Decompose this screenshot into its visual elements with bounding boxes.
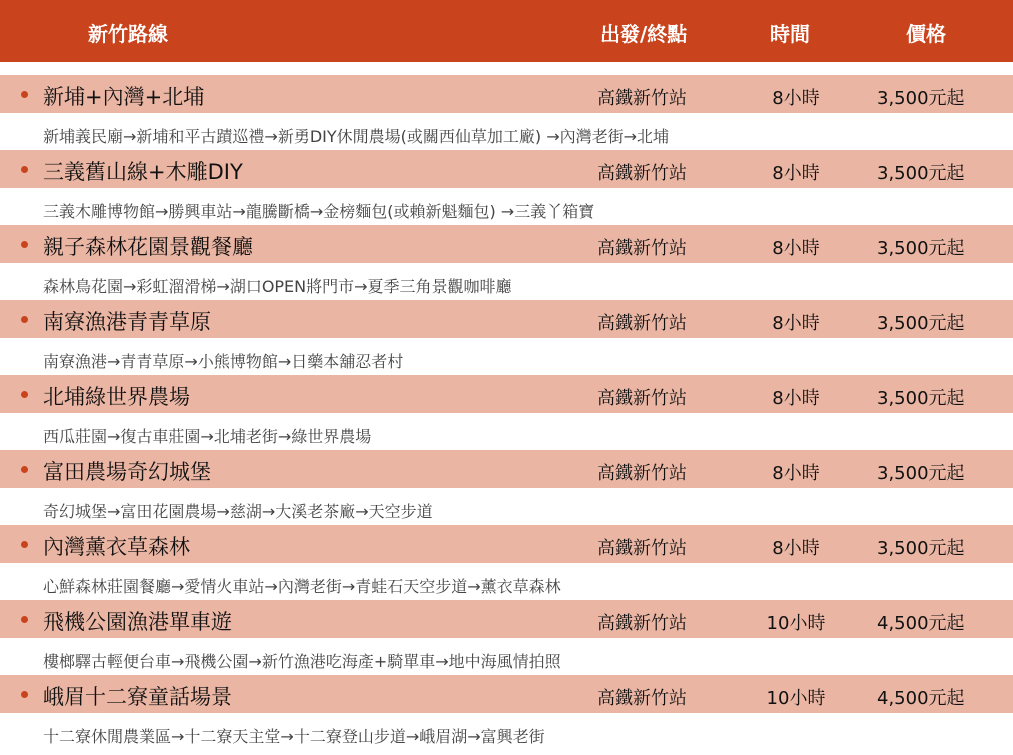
route-description: 森林鳥花園→彩虹溜滑梯→湖口OPEN將門市→夏季三角景觀咖啡廳 [43, 277, 512, 296]
route-name: 三義舊山線+木雕DIY [43, 160, 243, 184]
bullet-icon [21, 691, 28, 698]
route-item[interactable] [0, 150, 1013, 225]
bullet-icon [21, 466, 28, 473]
bullet-icon [21, 391, 28, 398]
bullet-icon [21, 91, 28, 98]
route-item[interactable] [0, 300, 1013, 375]
table-header [0, 0, 1013, 62]
header-price: 價格 [906, 22, 946, 46]
route-name: 富田農場奇幻城堡 [43, 460, 211, 484]
route-start: 高鐵新竹站 [597, 613, 687, 634]
route-name: 新埔+內灣+北埔 [43, 85, 205, 109]
route-price: 3,500元起 [877, 88, 965, 109]
route-start: 高鐵新竹站 [597, 88, 687, 109]
route-item[interactable] [0, 600, 1013, 675]
route-time: 8小時 [772, 313, 820, 334]
header-route: 新竹路線 [88, 22, 168, 46]
route-row[interactable] [0, 675, 1013, 713]
route-start: 高鐵新竹站 [597, 463, 687, 484]
route-description: 新埔義民廟→新埔和平古蹟巡禮→新勇DIY休閒農場(或關西仙草加工廠) →內灣老街→北埔 [43, 127, 670, 146]
route-description: 十二寮休閒農業區→十二寮天主堂→十二寮登山步道→峨眉湖→富興老街 [43, 727, 545, 746]
bullet-icon [21, 616, 28, 623]
bullet-icon [21, 541, 28, 548]
route-name: 內灣薰衣草森林 [43, 535, 190, 559]
route-price: 3,500元起 [877, 463, 965, 484]
route-price: 4,500元起 [877, 688, 965, 709]
route-description: 樓榔驛古輕便台車→飛機公園→新竹漁港吃海產+騎單車→地中海風情拍照 [43, 652, 561, 671]
route-row[interactable] [0, 450, 1013, 488]
route-description: 三義木雕博物館→勝興車站→龍騰斷橋→金榜麵包(或賴新魁麵包) →三義丫箱寶 [43, 202, 595, 221]
route-time: 8小時 [772, 388, 820, 409]
route-description: 心鮮森林莊園餐廳→愛情火車站→內灣老街→青蛙石天空步道→薰衣草森林 [43, 577, 561, 596]
route-item[interactable] [0, 450, 1013, 525]
route-name: 飛機公園漁港單車遊 [43, 610, 232, 634]
route-start: 高鐵新竹站 [597, 688, 687, 709]
route-start: 高鐵新竹站 [597, 538, 687, 559]
route-name: 峨眉十二寮童話場景 [43, 685, 232, 709]
route-start: 高鐵新竹站 [597, 238, 687, 259]
route-description: 西瓜莊園→復古車莊園→北埔老街→綠世界農場 [43, 427, 372, 446]
route-time: 10小時 [766, 613, 826, 634]
bullet-icon [21, 316, 28, 323]
routes-list [0, 75, 1013, 750]
route-time: 10小時 [766, 688, 826, 709]
route-row[interactable] [0, 225, 1013, 263]
route-time: 8小時 [772, 538, 820, 559]
header-start-end: 出發/終點 [600, 22, 688, 46]
route-price: 3,500元起 [877, 388, 965, 409]
route-start: 高鐵新竹站 [597, 163, 687, 184]
route-start: 高鐵新竹站 [597, 388, 687, 409]
route-row[interactable] [0, 525, 1013, 563]
route-row[interactable] [0, 75, 1013, 113]
route-time: 8小時 [772, 238, 820, 259]
bullet-icon [21, 241, 28, 248]
route-description: 奇幻城堡→富田花園農場→慈湖→大溪老茶廠→天空步道 [43, 502, 433, 521]
route-item[interactable] [0, 525, 1013, 600]
route-name: 南寮漁港青青草原 [43, 310, 211, 334]
route-row[interactable] [0, 600, 1013, 638]
route-row[interactable] [0, 150, 1013, 188]
route-item[interactable] [0, 675, 1013, 750]
route-price: 4,500元起 [877, 613, 965, 634]
route-row[interactable] [0, 375, 1013, 413]
route-price: 3,500元起 [877, 163, 965, 184]
route-name: 北埔綠世界農場 [43, 385, 190, 409]
route-item[interactable] [0, 375, 1013, 450]
route-row[interactable] [0, 300, 1013, 338]
route-item[interactable] [0, 75, 1013, 150]
route-time: 8小時 [772, 88, 820, 109]
route-name: 親子森林花園景觀餐廳 [43, 235, 253, 259]
route-start: 高鐵新竹站 [597, 313, 687, 334]
route-price: 3,500元起 [877, 238, 965, 259]
bullet-icon [21, 166, 28, 173]
route-description: 南寮漁港→青青草原→小熊博物館→日藥本舖忍者村 [43, 352, 404, 371]
route-price: 3,500元起 [877, 538, 965, 559]
route-item[interactable] [0, 225, 1013, 300]
route-time: 8小時 [772, 463, 820, 484]
route-price: 3,500元起 [877, 313, 965, 334]
header-time: 時間 [770, 22, 810, 46]
route-time: 8小時 [772, 163, 820, 184]
